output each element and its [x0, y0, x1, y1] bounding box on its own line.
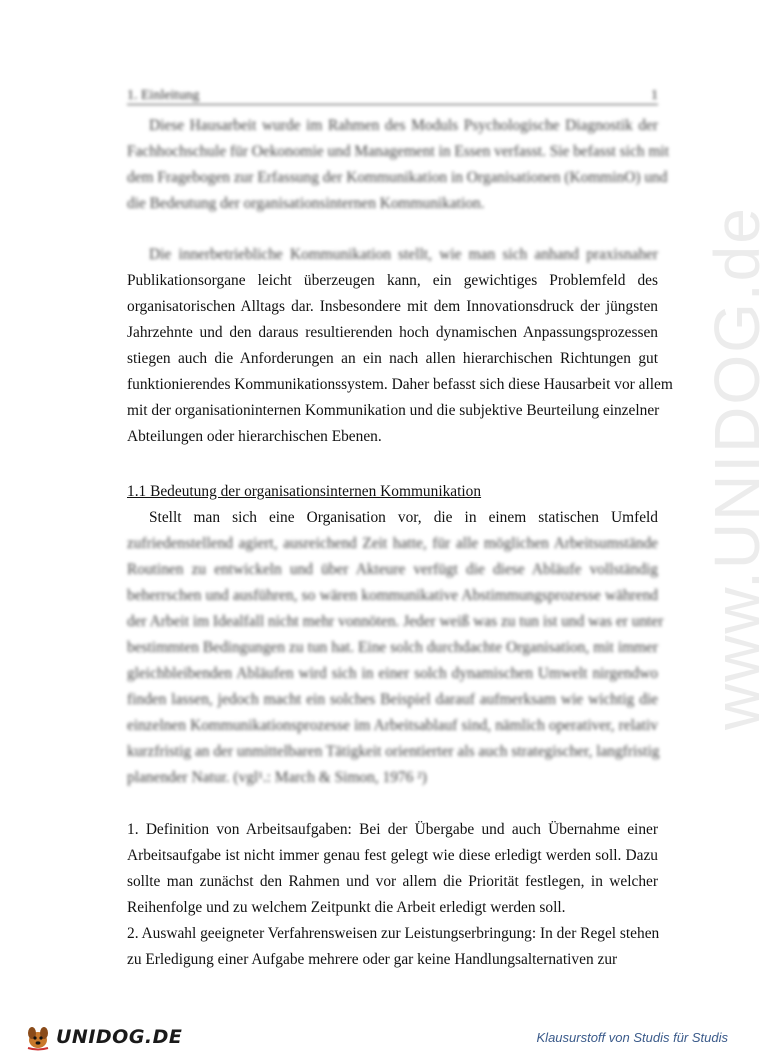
text-line: organisatorischen Alltags dar. Insbesondere mit dem Innovationsdruck der jüngsten — [127, 298, 658, 315]
blurred-text — [127, 531, 664, 791]
numbered-list — [127, 817, 658, 973]
text-line: Die innerbetriebliche Kommunikation stellt, wie man sich anhand praxisnaher — [149, 246, 658, 263]
text-line: planender Natur. (vgl¹.: March & Simon, 1976 ²) — [127, 769, 427, 786]
text-line: einzelnen Kommunikationsprozesse im Arbeitsablauf sind, nämlich operativer, relativ — [127, 717, 658, 734]
unidog-logo[interactable] — [24, 1024, 182, 1050]
text-line: Jahrzehnte und den daraus resultierenden hoch dynamischen Anpassungsprozessen — [127, 324, 658, 341]
text-line: Arbeitsaufgabe ist nicht immer genau fest gelegt wie diese erledigt werden soll. Dazu — [127, 847, 658, 864]
text-line: stiegen auch die Anforderungen an ein nach allen hierarchischen Richtungen gut — [127, 350, 658, 367]
text-line: Fachhochschule für Oekonomie und Management in Essen verfasst. Sie befasst sich mit — [127, 143, 669, 160]
text-line: sollte man zunächst den Rahmen und vor allem die Priorität festlegen, in welcher — [127, 873, 658, 890]
text-line: 2. Auswahl geeigneter Verfahrensweisen zur Leistungserbringung: In der Regel stehen — [127, 925, 660, 942]
text-line: Stellt man sich eine Organisation vor, die in einem statischen Umfeld — [149, 509, 658, 526]
logo-text: UNIDOG.DE — [56, 1026, 183, 1048]
section-heading-block — [127, 479, 658, 505]
text-line: funktionierendes Kommunikationssystem. Daher befasst sich diese Hausarbeit vor allem — [127, 376, 673, 393]
text-line: mit der organisationinternen Kommunikation und die subjektive Beurteilung einzelner — [127, 402, 660, 419]
text-line: bestimmten Bedingungen zu tun hat. Eine solch durchdachte Organisation, mit immer — [127, 639, 658, 656]
text-line: beherrschen und ausführen, so wären kommunikative Abstimmungsprozesse während — [127, 587, 658, 604]
page-header — [127, 88, 658, 105]
text-line: zu Erledigung einer Aufgabe mehrere oder gar keine Handlungsalternativen zur — [127, 951, 618, 968]
dog-mascot-icon — [24, 1024, 52, 1050]
text-line: die Bedeutung der organisationsinternen Kommunikation. — [127, 195, 485, 212]
text-line: Publikationsorgane leicht überzeugen kann, ein gewichtiges Problemfeld des — [127, 272, 658, 289]
header-section-title: 1. Einleitung — [127, 88, 200, 103]
watermark: www.UNIDOG.de — [701, 206, 773, 730]
text-line: Routinen zu entwickeln und über Akteure verfügt die diese Abläufe vollständig — [127, 561, 658, 578]
list-item — [127, 921, 658, 973]
header-page-number: 1 — [651, 88, 658, 103]
text-line: finden lassen, jedoch macht ein solches Beispiel darauf aufmerksam wie wichtig die — [127, 691, 658, 708]
text-line: der Arbeit im Idealfall nicht mehr vonnöten. Jeder weiß was zu tun ist und was er unter — [127, 613, 664, 630]
text-line: Reihenfolge und zu welchem Zeitpunkt die Arbeit erledigt werden soll. — [127, 899, 566, 916]
paragraph-communication — [127, 242, 673, 450]
text-line: Diese Hausarbeit wurde im Rahmen des Moduls Psychologische Diagnostik der — [149, 117, 658, 134]
text-line: zufriedenstellend agiert, ausreichend Zeit hatte, für alle möglichen Arbeitsumstände — [127, 535, 658, 552]
text-line: dem Fragebogen zur Erfassung der Kommunikation in Organisationen (KomminO) und — [127, 169, 668, 186]
section-heading: 1.1 Bedeutung der organisationsinternen Kommunikation — [127, 483, 482, 500]
footer-slogan: Klausurstoff von Studis für Studis — [536, 1030, 728, 1045]
list-item — [127, 817, 658, 921]
text-line: Abteilungen oder hierarchischen Ebenen. — [127, 428, 382, 445]
text-line: kurzfristig an der unmittelbaren Tätigkeit orientierter als auch strategischer, langfristig — [127, 743, 660, 760]
intro-paragraph — [127, 113, 669, 217]
text-line: gleichbleibenden Abläufen wird sich in einer solch dynamischen Umwelt nirgendwo — [127, 665, 658, 682]
text-line: 1. Definition von Arbeitsaufgaben: Bei der Übergabe und auch Übernahme einer — [127, 821, 658, 838]
paragraph-organisation — [127, 505, 664, 791]
